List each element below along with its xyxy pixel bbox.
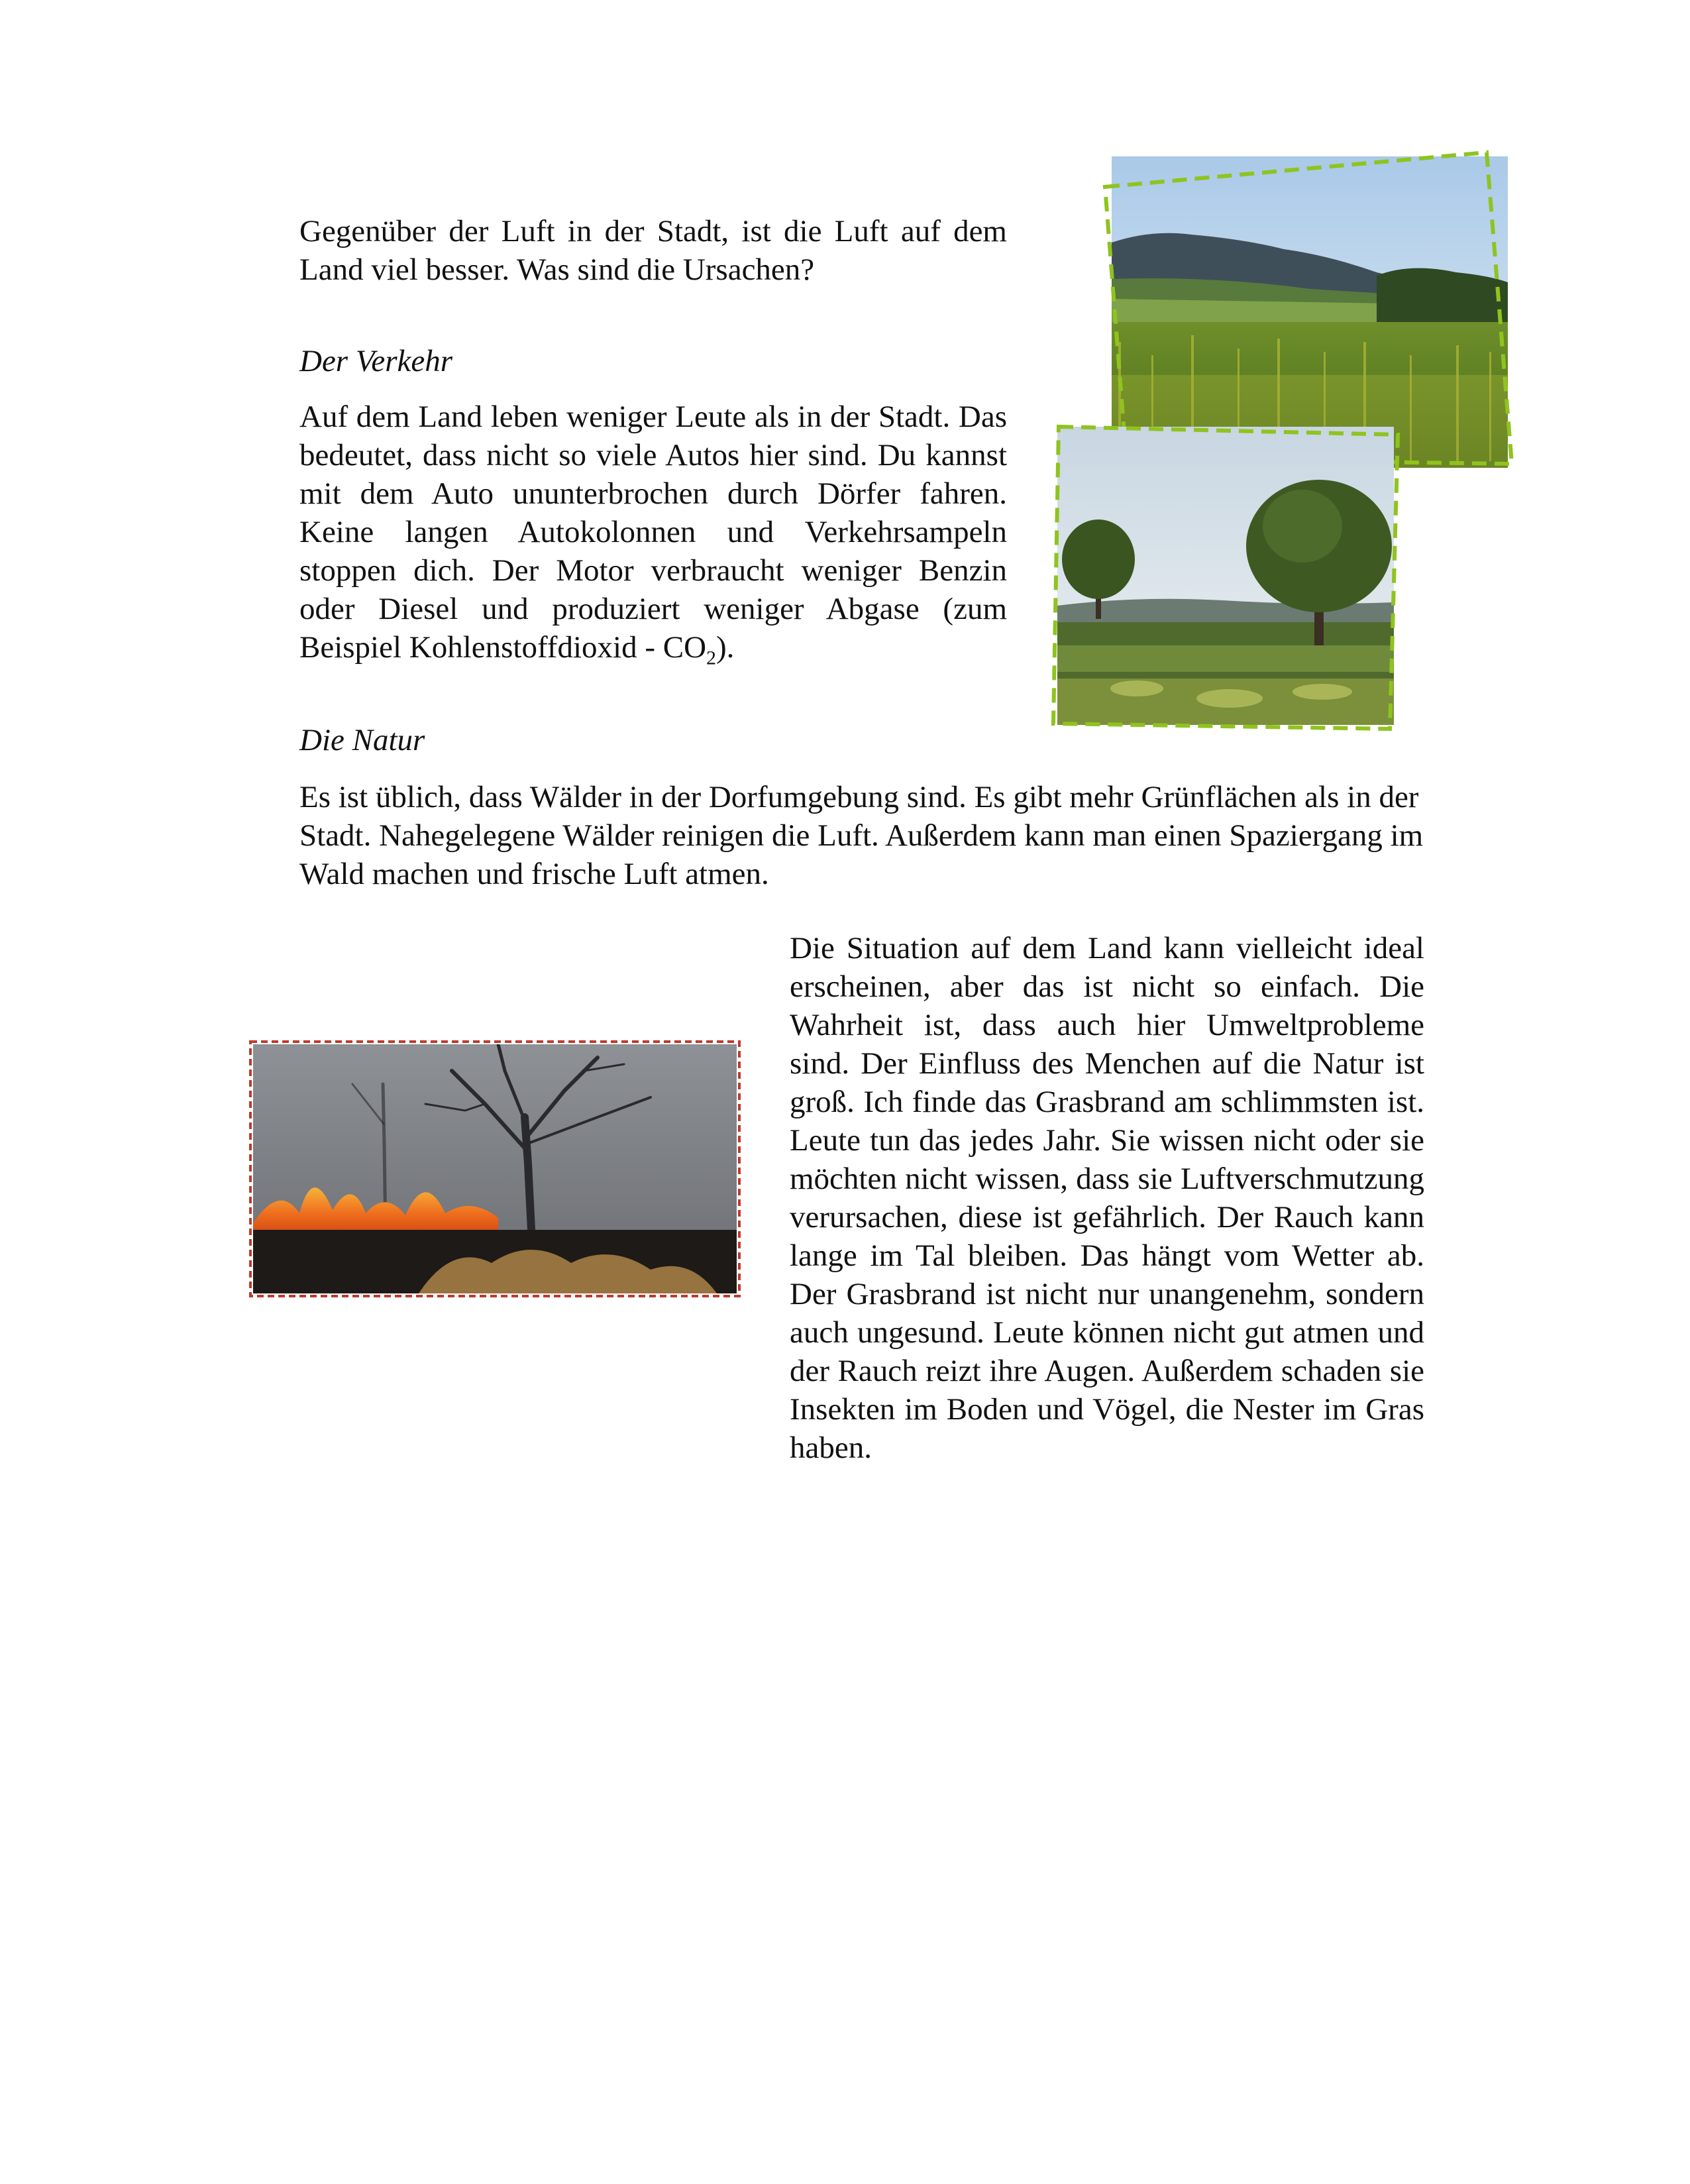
grass-fire-paragraph: Die Situation auf dem Land kann vielleicht ideal erscheinen, aber das ist nicht so einfach. Die Wahrheit ist, dass auch hier Umweltprobleme sind. Der Einfluss des Menchen auf die Natur ist groß. Ich finde das Grasbrand am schlimmsten ist. Leute tun das jedes Jahr. Sie wissen nicht oder sie möchten nicht wissen, dass sie Luftverschmutzung verursachen, diese ist gefährlich. Der Rauch kann lange im Tal bleiben. Das hängt vom Wetter ab. Der Grasbrand ist nicht nur unangenehm, sondern auch ungesund. Leute können nicht gut atmen und der Rauch reizt ihre Augen. Außerdem schaden sie Insekten im Boden und Vögel, die Nester im Gras haben. [790,931,1424,1465]
section-heading-nature: Die Natur [299,723,425,757]
grass-fire-photo [253,1044,737,1293]
intro-paragraph: Gegenüber der Luft in der Stadt, ist die Luft auf dem Land viel besser. Was sind die Ursachen? [299,214,1007,287]
traffic-text-end: ). [716,630,735,665]
traffic-text: Auf dem Land leben weniger Leute als in der Stadt. Das bedeutet, dass nicht so viele Autos hier sind. Du kannst mit dem Auto ununterbrochen durch Dörfer fahren. Keine langen Autokolonnen und Verkehrsampeln stoppen dich. Der Motor verbraucht weniger Benzin oder Diesel und produziert weniger Abgase (zum Beispiel Kohlenstoffdioxid - CO [299,400,1007,665]
landscape-photo-tree [1057,427,1394,725]
nature-paragraph: Es ist üblich, dass Wälder in der Dorfumgebung sind. Es gibt mehr Grünflächen als in der Stadt. Nahegelegene Wälder reinigen die Luft. Außerdem kann man einen Spaziergang im Wald machen und frische Luft atmen. [299,780,1424,891]
landscape-photo-hills [1112,156,1508,468]
section-heading-traffic: Der Verkehr [299,344,453,378]
co2-subscript: 2 [706,647,717,669]
traffic-paragraph [299,398,1007,677]
